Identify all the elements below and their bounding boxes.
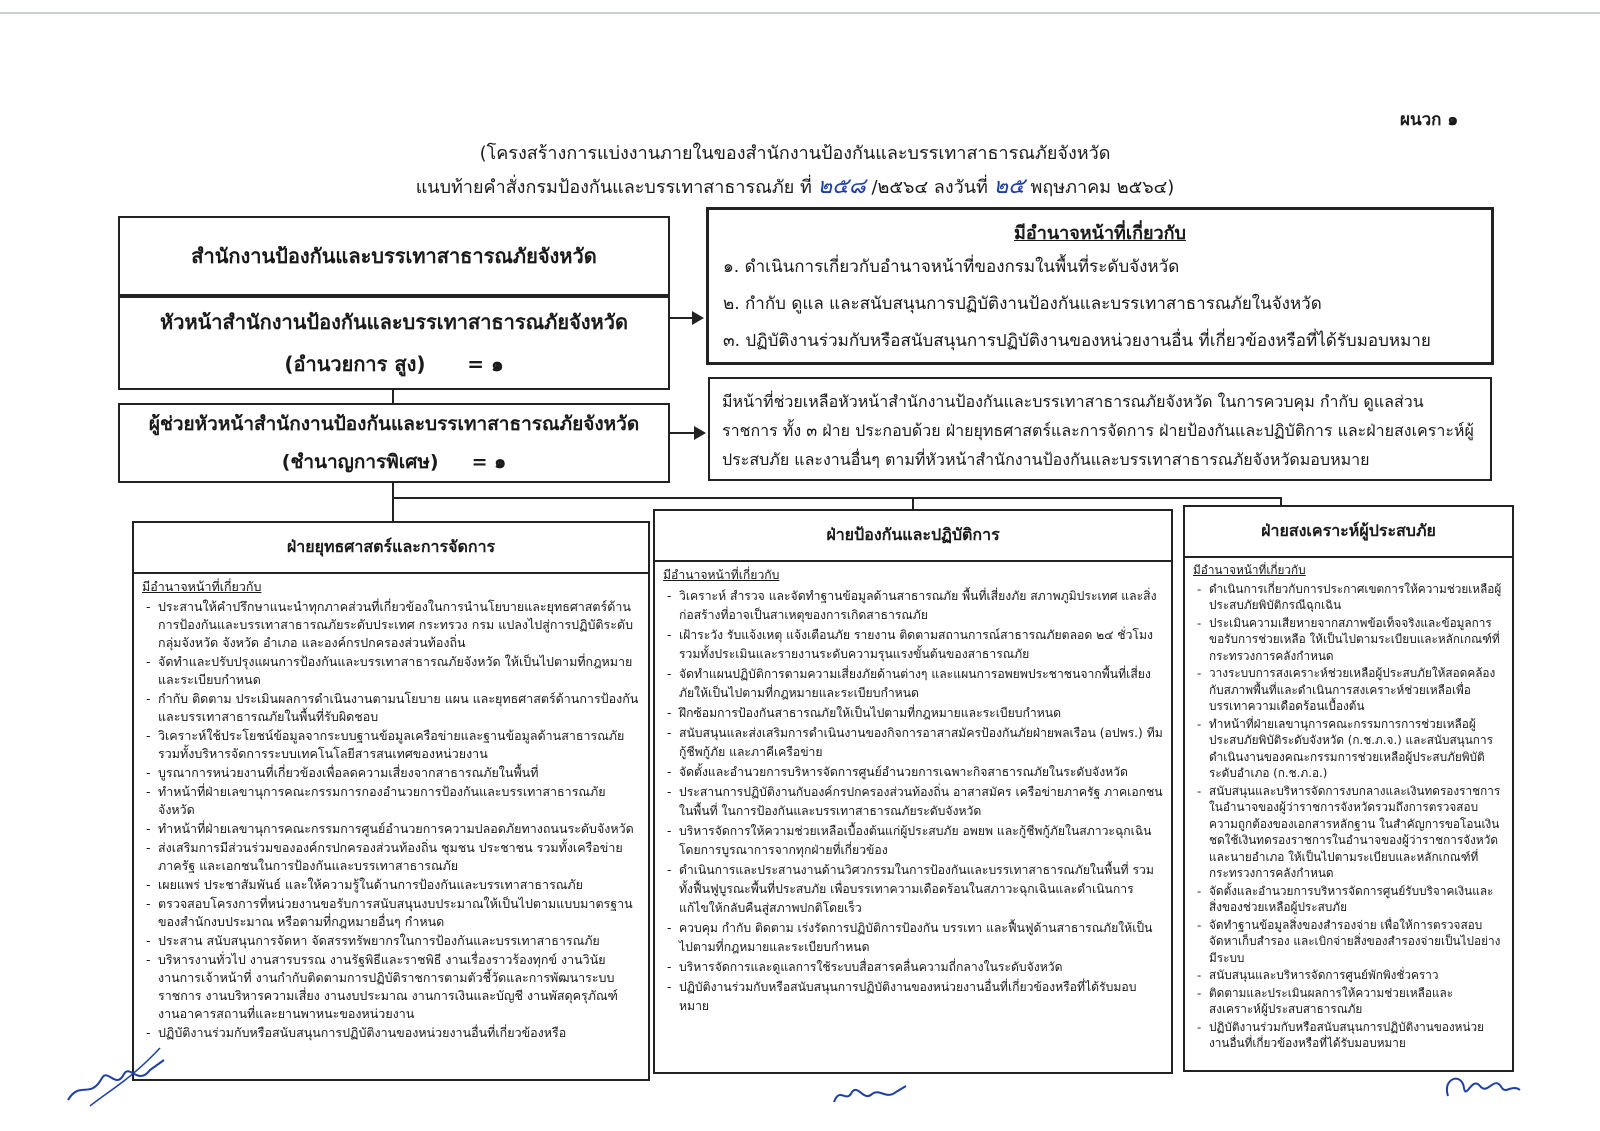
list-item: - บริหารจัดการและดูแลการใช้ระบบสื่อสารคลื่นความถี่กลางในระดับจังหวัด	[663, 958, 1163, 977]
list-item: - ติดตามและประเมินผลการให้ความช่วยเหลือและสงเคราะห์ผู้ประสบสาธารณภัย	[1193, 985, 1504, 1018]
list-item: - ปฏิบัติงานร่วมกับหรือสนับสนุนการปฏิบัติงานของหน่วยงานอื่นที่เกี่ยวข้องหรือ	[142, 1024, 640, 1042]
list-item: - สนับสนุนและบริหารจัดการศูนย์พักพิงชั่วคราว	[1193, 967, 1504, 984]
department-body	[655, 562, 1171, 1021]
list-item: - สนับสนุนและส่งเสริมการดำเนินงานของกิจการอาสาสมัครป้องกันภัยฝ่ายพลเรือน (อปพร.) ทีมกู้ชีพกู้ภัย และภาคีเครือข่าย	[663, 724, 1163, 762]
list-item: - บริหารจัดการให้ความช่วยเหลือเบื้องต้นแก่ผู้ประสบภัย อพยพ และกู้ชีพกู้ภัยในสภาวะฉุกเฉินโดยการบูรณาการจากทุกฝ่ายที่เกี่ยวข้อง	[663, 822, 1163, 860]
list-item: - ปฏิบัติงานร่วมกับหรือสนับสนุนการปฏิบัติงานของหน่วยงานอื่นที่เกี่ยวข้องหรือที่ได้รับมอบหมาย	[1193, 1019, 1504, 1052]
assistant-box-title: ผู้ช่วยหัวหน้าสำนักงานป้องกันและบรรเทาสาธารณภัยจังหวัด	[148, 413, 640, 435]
department-title: ฝ่ายป้องกันและปฏิบัติการ	[655, 511, 1171, 562]
list-item: - กำกับ ติดตาม ประเมินผลการดำเนินงานตามนโยบาย แผน และยุทธศาสตร์ด้านการป้องกันและบรรเทาสาธารณภัยในพื้นที่รับผิดชอบ	[142, 690, 640, 726]
list-item: - ดำเนินการเกี่ยวกับการประกาศเขตการให้ความช่วยเหลือผู้ประสบภัยพิบัติกรณีฉุกเฉิน	[1193, 581, 1504, 614]
list-item: - เฝ้าระวัง รับแจ้งเหตุ แจ้งเตือนภัย รายงาน ติดตามสถานการณ์สาธารณภัยตลอด ๒๔ ชั่วโมง รวมทั้งประเมินและรายงานระดับความรุนแรงขั้นต้นของสาธารณภัย	[663, 626, 1163, 664]
list-item: - จัดตั้งและอำนวยการบริหารจัดการศูนย์อำนวยการเฉพาะกิจสาธารณภัยในระดับจังหวัด	[663, 763, 1163, 782]
list-item: - ทำหน้าที่ฝ่ายเลขานุการคณะกรรมการศูนย์อำนวยการความปลอดภัยทางถนนระดับจังหวัด	[142, 820, 640, 838]
department-subheading: มีอำนาจหน้าที่เกี่ยวกับ	[1193, 563, 1306, 577]
arrow-assistant-to-duties	[670, 432, 696, 434]
duty-item-3: ๓. ปฏิบัติงานร่วมกับหรือสนับสนุนการปฏิบัติงานของหน่วยงานอื่น ที่เกี่ยวข้องหรือที่ได้รับมอบหมาย	[723, 331, 1431, 351]
duty-item-1: ๑. ดำเนินการเกี่ยวกับอำนาจหน้าที่ของกรมในพื้นที่ระดับจังหวัด	[723, 257, 1180, 277]
list-item: - สนับสนุนและบริหารจัดการงบกลางและเงินทดรองราชการในอำนาจของผู้ว่าราชการจังหวัดรวมถึงการตรวจสอบความถูกต้องของเอกสารหลักฐาน ในสำคัญการขอโอนเงินชดใช้เงินทดรองราชการในอำนาจของผู้ว่าราชการจังหวัดและนายอำเภอ ให้เป็นไปตามระเบียบและหลักเกณฑ์ที่กระทรวงการคลังกำหนด	[1193, 783, 1504, 882]
department-duty-list	[663, 587, 1163, 1016]
department-subheading: มีอำนาจหน้าที่เกี่ยวกับ	[663, 568, 780, 582]
office-box-label: สำนักงานป้องกันและบรรเทาสาธารณภัยจังหวัด	[191, 244, 597, 268]
department-disaster-relief	[1183, 505, 1514, 1072]
list-item: - บริหารงานทั่วไป งานสารบรรณ งานรัฐพิธีและราชพิธี งานเรื่องราวร้องทุกข์ งานวินัย งานการเจ้าหน้าที่ งานกำกับติดตามการปฏิบัติราชการตามตัวชี้วัดและการพัฒนาระบบราชการ งานบริหารความเสี่ยง งานงบประมาณ งานการเงินและบัญชี งานพัสดุครุภัณฑ์ งานอาคารสถานที่และยานพาหนะของหน่วยงาน	[142, 951, 640, 1023]
assistant-box	[118, 403, 670, 483]
connector-dept-1	[392, 497, 394, 521]
connector-head-assistant	[392, 390, 394, 403]
title-line-1: (โครงสร้างการแบ่งงานภายในของสำนักงานป้องกันและบรรเทาสาธารณภัยจังหวัด	[479, 143, 1111, 164]
assistant-duty-box	[708, 377, 1492, 481]
arrow-head-to-duties	[670, 317, 694, 319]
list-item: - ดำเนินการและประสานงานด้านวิศวกรรมในการป้องกันและบรรเทาสาธารณภัยในพื้นที่ รวมทั้งฟื้นฟูบูรณะพื้นที่ประสบภัย เพื่อบรรเทาความเดือดร้อนในสภาวะฉุกเฉินและดำเนินการแก้ไขให้กลับคืนสู่สภาพปกติโดยเร็ว	[663, 861, 1163, 918]
list-item: - ปฏิบัติงานร่วมกับหรือสนับสนุนการปฏิบัติงานของหน่วยงานอื่นที่เกี่ยวข้องหรือที่ได้รับมอบหมาย	[663, 978, 1163, 1016]
duty-item-2: ๒. กำกับ ดูแล และสนับสนุนการปฏิบัติงานป้องกันและบรรเทาสาธารณภัยในจังหวัด	[723, 294, 1322, 314]
list-item: - จัดทำและปรับปรุงแผนการป้องกันและบรรเทาสาธารณภัยจังหวัด ให้เป็นไปตามที่กฎหมายและระเบียบกำหนด	[142, 653, 640, 689]
list-item: - จัดทำแผนปฏิบัติการตามความเสี่ยงภัยด้านต่างๆ และแผนการอพยพประชาชนจากพื้นที่เสี่ยงภัยให้เป็นไปตามที่กฎหมายและระเบียบกำหนด	[663, 665, 1163, 703]
list-item: - เผยแพร่ ประชาสัมพันธ์ และให้ความรู้ในด้านการป้องกันและบรรเทาสาธารณภัย	[142, 876, 640, 894]
title-line-2	[380, 168, 1210, 203]
office-box	[118, 216, 670, 296]
signature-initials-left	[60, 1040, 170, 1110]
list-item: - ประสาน สนับสนุนการจัดหา จัดสรรทรัพยากรในการป้องกันและบรรเทาสาธารณภัย	[142, 932, 640, 950]
list-item: - วิเคราะห์ใช้ประโยชน์ข้อมูลจากระบบฐานข้อมูลเครือข่ายและฐานข้อมูลด้านสาธารณภัย รวมทั้งบริหารจัดการระบบเทคโนโลยีสารสนเทศของหน่วยงาน	[142, 727, 640, 763]
connector-assistant-down	[392, 483, 394, 498]
top-border-line	[0, 12, 1600, 14]
list-item: - ตรวจสอบโครงการที่หน่วยงานขอรับการสนับสนุนงบประมาณให้เป็นไปตามแบบมาตรฐานของสำนักงบประมาณ หรือตามที่กฎหมายอื่นๆ กำหนด	[142, 895, 640, 931]
list-item: - ควบคุม กำกับ ติดตาม เร่งรัดการปฏิบัติการป้องกัน บรรเทา และฟื้นฟูด้านสาธารณภัยให้เป็นไปตามที่กฎหมายและระเบียบกำหนด	[663, 919, 1163, 957]
department-strategy-management	[132, 521, 650, 1081]
connector-dept-3	[1280, 497, 1282, 505]
title-line-2-prefix: แนบท้ายคำสั่งกรมป้องกันและบรรเทาสาธารณภัย ที่	[415, 177, 812, 198]
annex-label: ผนวก ๑	[1400, 110, 1459, 130]
department-duty-list	[1193, 581, 1504, 1052]
signature-initials-middle	[830, 1078, 910, 1110]
department-body	[134, 574, 648, 1047]
connector-dept-2	[912, 497, 914, 509]
list-item: - จัดทำฐานข้อมูลสิ่งของสำรองจ่าย เพื่อให้การตรวจสอบจัดหาเก็บสำรอง และเบิกจ่ายสิ่งของสำรองจ่ายเป็นไปอย่างมีระบบ	[1193, 917, 1504, 967]
list-item: - จัดตั้งและอำนวยการบริหารจัดการศูนย์รับบริจาคเงินและสิ่งของช่วยเหลือผู้ประสบภัย	[1193, 883, 1504, 916]
title-line-2-mid: /๒๕๖๔ ลงวันที่	[871, 177, 988, 198]
title-line-2-suffix: พฤษภาคม ๒๕๖๔)	[1030, 177, 1175, 198]
list-item: - ประสานการปฏิบัติงานกับองค์กรปกครองส่วนท้องถิ่น อาสาสมัคร เครือข่ายภาครัฐ ภาคเอกชนในพื้นที่ ในการป้องกันและบรรเทาสาธารณภัยระดับจังหวัด	[663, 783, 1163, 821]
signature-initials-right	[1440, 1066, 1530, 1106]
department-prevention-operations	[653, 509, 1173, 1074]
list-item: - ทำหน้าที่ฝ่ายเลขานุการคณะกรรมการการช่วยเหลือผู้ประสบภัยพิบัติระดับจังหวัด (ก.ช.ภ.จ.) และสนับสนุนการดำเนินงานของคณะกรรมการช่วยเหลือผู้ประสบภัยพิบัติระดับอำเภอ (ก.ช.ภ.อ.)	[1193, 716, 1504, 782]
head-box-title: หัวหน้าสำนักงานป้องกันและบรรเทาสาธารณภัยจังหวัด	[160, 310, 628, 334]
handwritten-order-number: ๒๕๘	[817, 174, 866, 199]
list-item: - ประสานให้คำปรึกษาแนะนำทุกภาคส่วนที่เกี่ยวข้องในการนำนโยบายและยุทธศาสตร์ด้านการป้องกันและบรรเทาสาธารณภัยระดับประเทศ กระทรวง กรม แปลงไปสู่การปฏิบัติระดับกลุ่มจังหวัด จังหวัด อำเภอ และองค์กรปกครองส่วนท้องถิ่น	[142, 598, 640, 652]
list-item: - ประเมินความเสียหายจากสภาพข้อเท็จจริงและข้อมูลการขอรับการช่วยเหลือ ให้เป็นไปตามระเบียบและหลักเกณฑ์ที่กระทรวงการคลังกำหนด	[1193, 615, 1504, 665]
department-duty-list	[142, 598, 640, 1042]
head-box	[118, 296, 670, 390]
assistant-box-rank: (ชำนาญการพิเศษ) = ๑	[281, 451, 507, 473]
department-body	[1185, 558, 1512, 1057]
connector-departments-bar	[392, 497, 1282, 499]
list-item: - วางระบบการสงเคราะห์ช่วยเหลือผู้ประสบภัยให้สอดคล้องกับสภาพพื้นที่และดำเนินการสงเคราะห์ช่วยเหลือเพื่อบรรเทาความเดือดร้อนเบื้องต้น	[1193, 665, 1504, 715]
department-title: ฝ่ายสงเคราะห์ผู้ประสบภัย	[1185, 507, 1512, 558]
duty-box-heading: มีอำนาจหน้าที่เกี่ยวกับ	[1014, 223, 1186, 244]
list-item: - บูรณาการหน่วยงานที่เกี่ยวข้องเพื่อลดความเสี่ยงจากสาธารณภัยในพื้นที่	[142, 764, 640, 782]
handwritten-order-day: ๒๕	[993, 174, 1025, 199]
department-subheading: มีอำนาจหน้าที่เกี่ยวกับ	[142, 579, 262, 594]
duty-box	[706, 207, 1494, 365]
assistant-duty-text: มีหน้าที่ช่วยเหลือหัวหน้าสำนักงานป้องกันและบรรเทาสาธารณภัยจังหวัด ในการควบคุม กำกับ ดูแลส่วนราชการ ทั้ง ๓ ฝ่าย ประกอบด้วย ฝ่ายยุทธศาสตร์และการจัดการ ฝ่ายป้องกันและปฏิบัติการ และฝ่ายสงเคราะห์ผู้ประสบภัย และงานอื่นๆ ตามที่หัวหน้าสำนักงานป้องกันและบรรเทาสาธารณภัยจังหวัดมอบหมาย	[722, 392, 1474, 469]
list-item: - ส่งเสริมการมีส่วนร่วมขององค์กรปกครองส่วนท้องถิ่น ชุมชน ประชาชน รวมทั้งเครือข่ายภาครัฐ และเอกชนในการป้องกันและบรรเทาสาธารณภัย	[142, 839, 640, 875]
department-title: ฝ่ายยุทธศาสตร์และการจัดการ	[134, 523, 648, 574]
head-box-rank: (อำนวยการ สูง) = ๑	[284, 352, 504, 376]
list-item: - ฝึกซ้อมการป้องกันสาธารณภัยให้เป็นไปตามที่กฎหมายและระเบียบกำหนด	[663, 704, 1163, 723]
list-item: - วิเคราะห์ สำรวจ และจัดทำฐานข้อมูลด้านสาธารณภัย พื้นที่เสี่ยงภัย สภาพภูมิประเทศ และสิ่งก่อสร้างที่อาจเป็นสาเหตุของการเกิดสาธารณภัย	[663, 587, 1163, 625]
list-item: - ทำหน้าที่ฝ่ายเลขานุการคณะกรรมการกองอำนวยการป้องกันและบรรเทาสาธารณภัยจังหวัด	[142, 783, 640, 819]
